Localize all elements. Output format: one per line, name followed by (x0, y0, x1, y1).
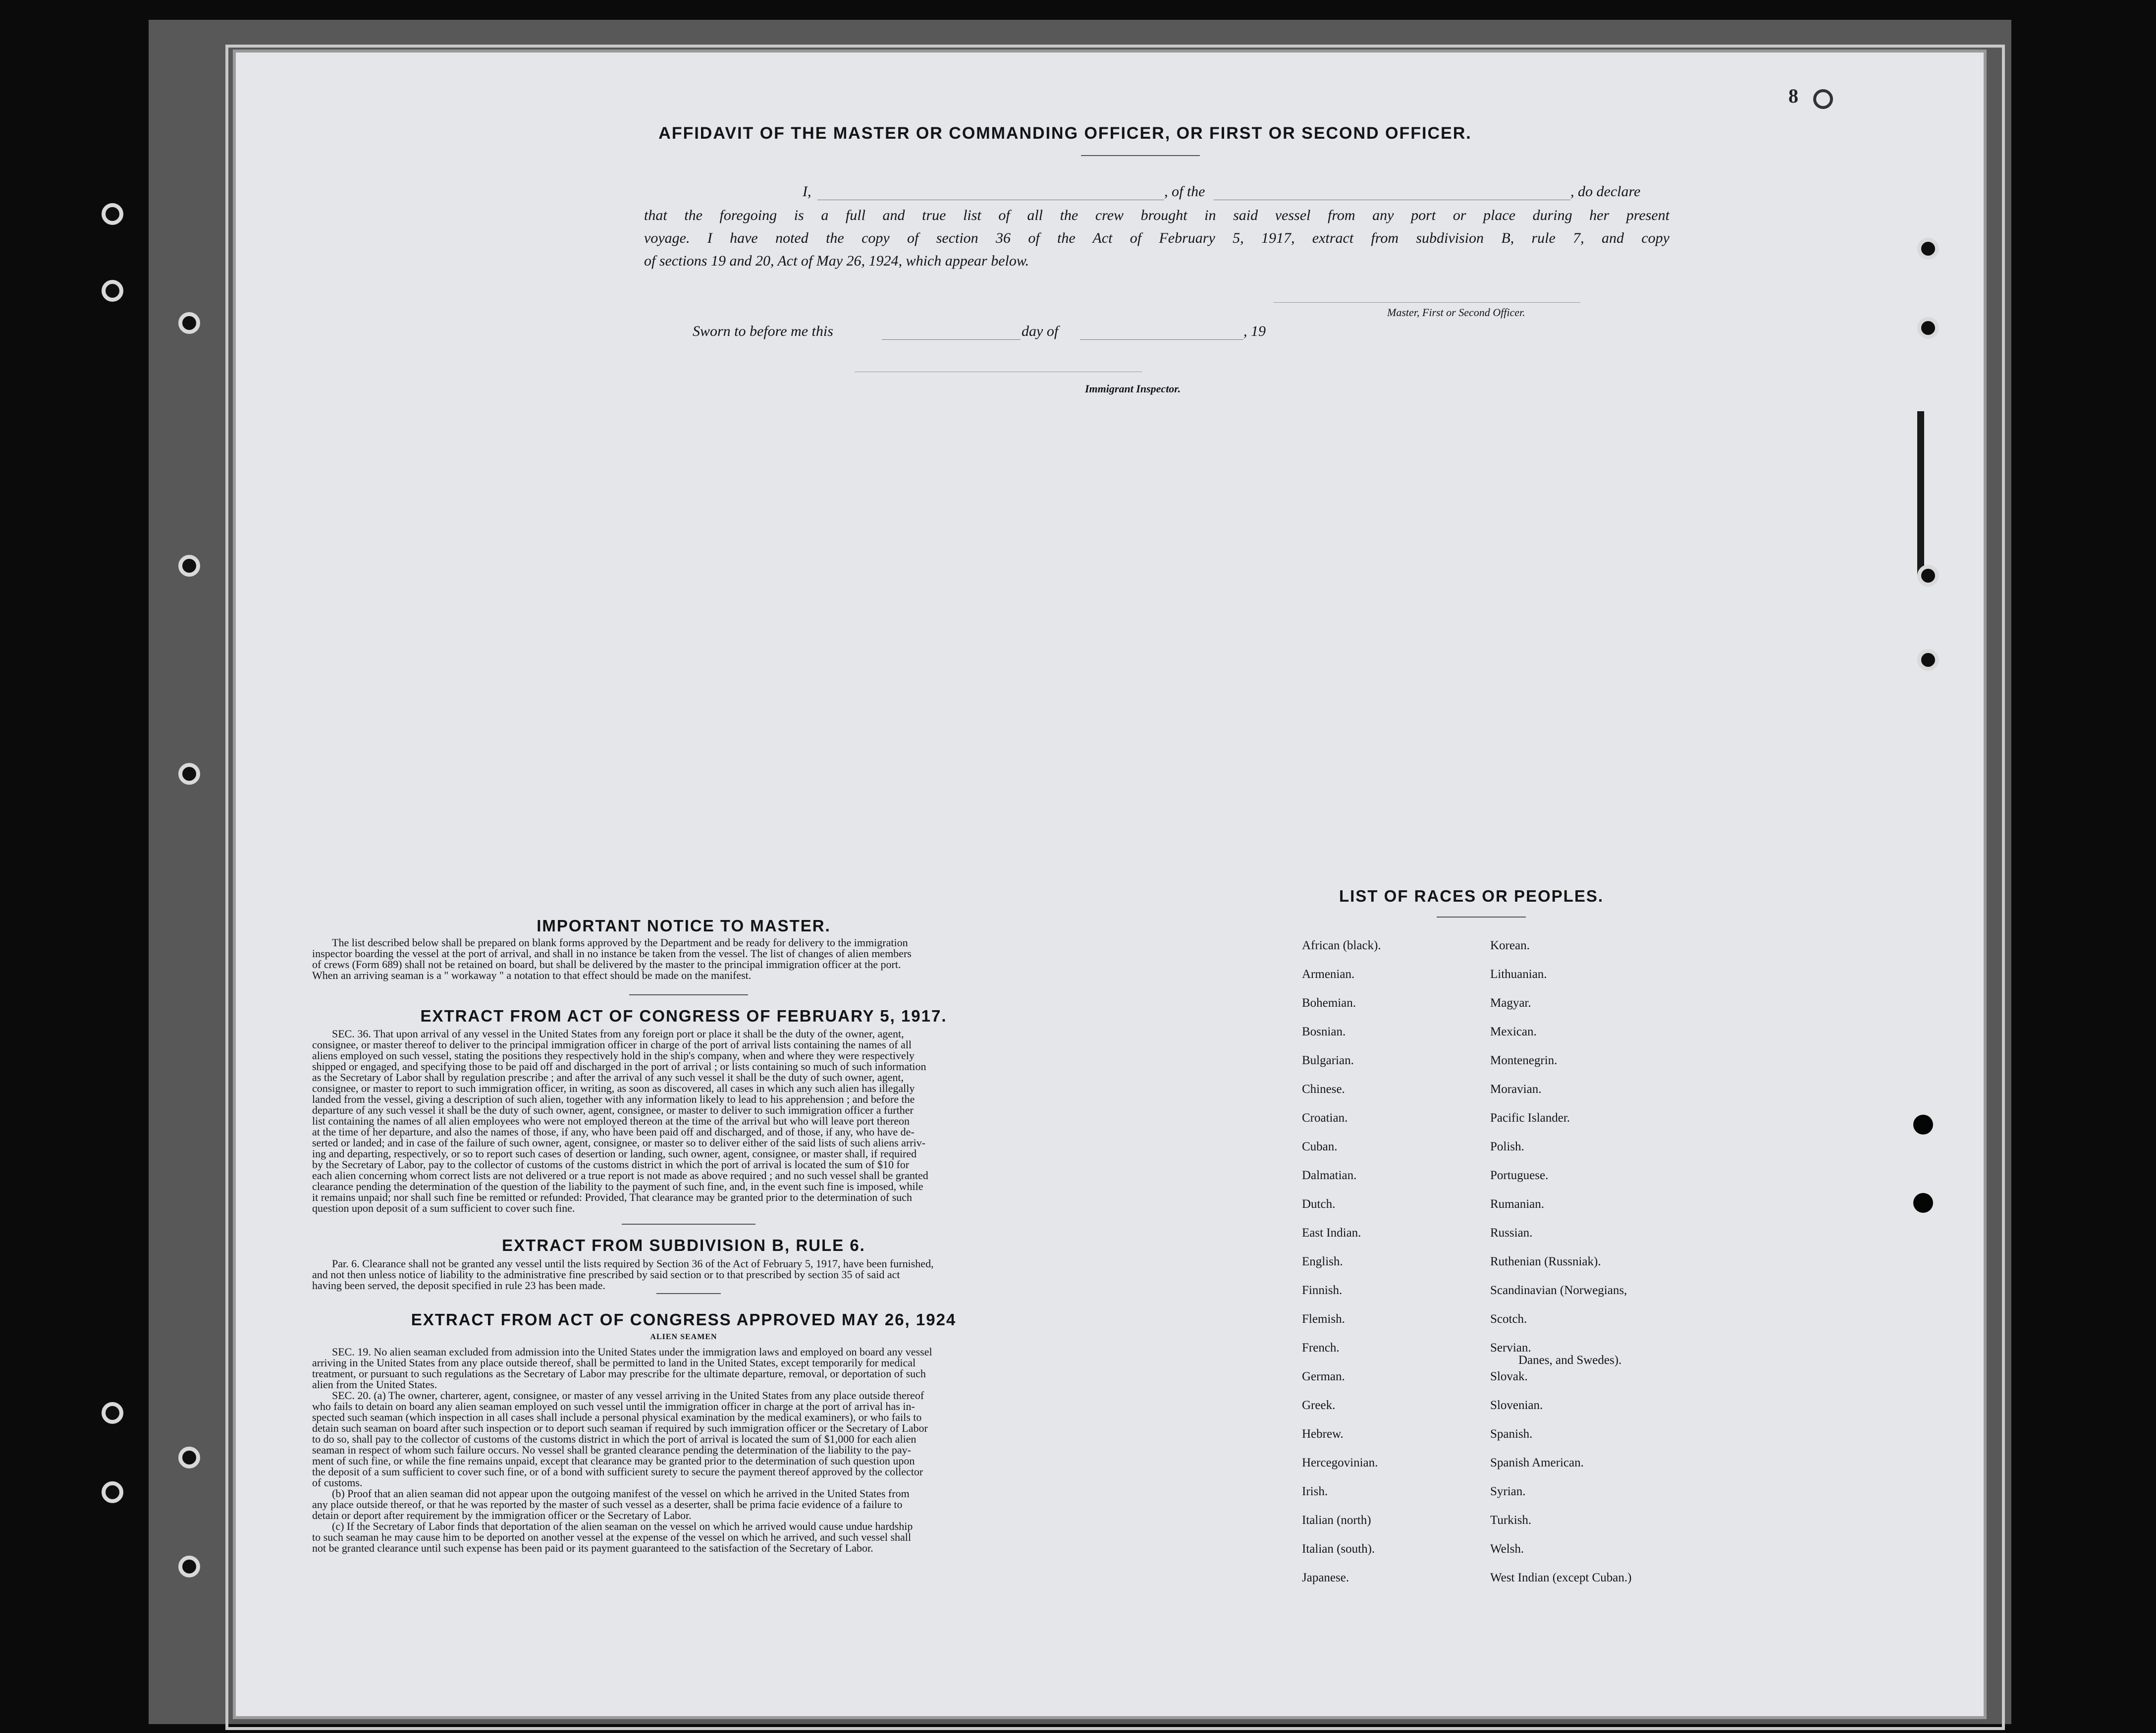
extract-1917-line: list containing the names of all alien employees who were not employed thereon at the time of the arrival but who will leave port thereon (312, 1115, 910, 1127)
race-item: Servian. (1490, 1341, 1531, 1354)
race-item: Ruthenian (Russniak). (1490, 1255, 1601, 1268)
race-item: Syrian. (1490, 1485, 1526, 1498)
race-item: Turkish. (1490, 1514, 1532, 1527)
extract-1924-line: seaman in respect of whom such failure occurs. No vessel shall be granted clearance pending the determination of the liability to the pay- (312, 1444, 911, 1456)
extract-1924-line: the deposit of a sum sufficient to cover such fine, or of a bond with sufficient surety to secure the payment thereof approved by the collector (312, 1465, 923, 1478)
subdivision-title: EXTRACT FROM SUBDIVISION B, RULE 6. (502, 1236, 865, 1254)
extract-1917-line: by the Secretary of Labor, pay to the collector of customs of the customs district in which the port of arrival is located the sum of $10 for (312, 1158, 910, 1171)
affidavit-title: AFFIDAVIT OF THE MASTER OR COMMANDING OFFICER, OR FIRST OR SECOND OFFICER. (658, 124, 1472, 143)
extract-1917-line: it remains unpaid; nor shall such fine be remitted or refunded: Provided, That clearance may be granted prior to the determination of such (312, 1191, 913, 1203)
race-item: Bosnian. (1302, 1025, 1346, 1038)
extract-1924-line: detain such seaman on board after such inspection or to deport such seaman if required by such immigration officer or the Secretary of Labor (312, 1422, 928, 1434)
race-item: Dalmatian. (1302, 1169, 1357, 1182)
extract-1924-line: treatment, or pursuant to such regulations as the Secretary of Labor may prescribe for the ultimate departure, removal, or deportation of such (312, 1367, 926, 1380)
race-item: Bohemian. (1302, 996, 1356, 1010)
extract-1924-line: SEC. 19. No alien seaman excluded from admission into the United States under the immigration laws and employed on board any vessel (332, 1346, 932, 1358)
title-underline (1081, 155, 1200, 156)
binder-hole (1917, 317, 1939, 339)
inspector-label: Immigrant Inspector. (1085, 382, 1181, 395)
extract-1917-title: EXTRACT FROM ACT OF CONGRESS OF FEBRUARY 5, 1917. (420, 1007, 947, 1025)
day-blank-line[interactable] (882, 339, 1021, 340)
extract-1924-line: (c) If the Secretary of Labor finds that deportation of the alien seaman on the vessel on which he arrived would cause undue hardship (332, 1520, 913, 1532)
race-item: Hebrew. (1302, 1427, 1344, 1441)
reinforcement-ring (1813, 89, 1833, 109)
binder-hole (1917, 649, 1939, 671)
race-item: English. (1302, 1255, 1343, 1268)
extract-1924-title: EXTRACT FROM ACT OF CONGRESS APPROVED MAY 26, 1924 (411, 1310, 957, 1329)
year-label: , 19 (1243, 323, 1266, 339)
race-item: French. (1302, 1341, 1340, 1354)
race-item: Spanish. (1490, 1427, 1533, 1441)
race-item: Portuguese. (1490, 1169, 1549, 1182)
race-item: Slovak. (1490, 1370, 1528, 1383)
extract-1924-line: arriving in the United States from any place outside thereof, shall be permitted to land in the United States, except temporarily for medical (312, 1356, 916, 1369)
race-item: Russian. (1490, 1226, 1533, 1240)
extract-1917-line: ing and departing, respectively, or so to report such cases of desertion or landing, such owner, agent, consignee, or master shall, if required (312, 1147, 917, 1160)
affidavit-do-declare-label: , do declare (1570, 183, 1641, 200)
race-item: African (black). (1302, 939, 1381, 952)
extract-1917-line: each alien concerning whom correct lists are not delivered or a true report is not made as above required ; and no such vessel shall be granted (312, 1169, 928, 1182)
binder-hole (178, 555, 200, 577)
race-item: Scandinavian (Norwegians, (1490, 1284, 1627, 1297)
subdivision-line: and not then unless notice of liability to the administrative fine prescribed by said section or to that prescribed by section 35 of said act (312, 1268, 900, 1281)
race-item: Greek. (1302, 1399, 1336, 1412)
race-item: Chinese. (1302, 1083, 1345, 1096)
affidavit-line-1: that the foregoing is a full and true list of all the crew brought in said vessel from any port or place during her present (644, 207, 1670, 223)
extract-1924-line: detain or deport after requirement by the immigration officer or the Secretary of Labor. (312, 1509, 692, 1521)
page-tab (1917, 411, 1924, 575)
extract-1924-line: alien from the United States. (312, 1378, 437, 1391)
binder-hole (1917, 565, 1939, 587)
binder-hole (178, 1447, 200, 1468)
race-item: Lithuanian. (1490, 968, 1547, 981)
extract-1924-line: (b) Proof that an alien seaman did not appear upon the outgoing manifest of the vessel on which he arrived in the United States from (332, 1487, 910, 1500)
sworn-label: Sworn to before me this (693, 323, 833, 339)
binder-hole (102, 1402, 123, 1424)
binder-hole (178, 763, 200, 785)
section-divider (629, 994, 748, 995)
subdivision-body (312, 1258, 1055, 1291)
document-page (233, 50, 1987, 1719)
race-item: Irish. (1302, 1485, 1328, 1498)
extract-1924-line: any place outside thereof, or that he was reported by the master of such vessel as a deserter, shall be prima facie evidence of a failure to (312, 1498, 903, 1511)
race-item: Danes, and Swedes). (1518, 1354, 1622, 1367)
extract-1917-line: landed from the vessel, giving a description of such alien, together with any information likely to lead to his apprehension ; and before the (312, 1093, 915, 1105)
extract-1917-line: at the time of her departure, and also the names of those, if any, who have been paid off and discharged, and of those, if any, who have de- (312, 1126, 915, 1138)
race-item: Finnish. (1302, 1284, 1343, 1297)
subdivision-line: Par. 6. Clearance shall not be granted any vessel until the lists required by Section 36 of the Act of February 5, 1917, have been furnished, (332, 1257, 934, 1270)
master-signature-line[interactable] (1273, 302, 1580, 303)
race-item: Slovenian. (1490, 1399, 1543, 1412)
extract-1917-line: as the Secretary of Labor shall by regulation prescribe ; and after the arrival of any such vessel it shall be the duty of such owner, agent, (312, 1071, 904, 1083)
day-of-label: day of (1022, 323, 1059, 339)
extract-1917-line: serted or landed; and in case of the failure of such owner, agent, consignee, or master so to deliver either of the said lists of such aliens arriv- (312, 1137, 926, 1149)
affidavit-of-the-label: , of the (1164, 183, 1205, 200)
binder-hole (1917, 238, 1939, 260)
binder-hole (1913, 1193, 1933, 1213)
extract-1924-line: SEC. 20. (a) The owner, charterer, agent, consignee, or master of any vessel arriving in the United States from any place outside thereof (332, 1389, 924, 1402)
race-item: Welsh. (1490, 1542, 1524, 1556)
affidavit-i-label: I, (803, 183, 811, 200)
notice-line: of crews (Form 689) shall not be retained on board, but shall be delivered by the master to the principal immigration officer at the port. (312, 958, 901, 971)
master-signature-label: Master, First or Second Officer. (1387, 306, 1525, 319)
extract-1917-line: consignee, or master thereof to deliver to the principal immigration officer in charge of the port of arrival lists containing the names of all (312, 1038, 912, 1051)
binder-hole (1913, 1115, 1933, 1135)
extract-1924-line: to do so, shall pay to the collector of customs of the customs district in which the port of arrival is located the sum of $1,000 for each alien (312, 1433, 916, 1445)
extract-1917-line: consignee, or master to report to such immigration officer, in writing, as soon as discovered, all cases in which any such alien has illegally (312, 1082, 915, 1094)
extract-1917-line: question upon deposit of a sum sufficient to cover such fine. (312, 1202, 575, 1214)
race-item: Spanish American. (1490, 1456, 1584, 1469)
race-item: Flemish. (1302, 1312, 1345, 1326)
race-item: Bulgarian. (1302, 1054, 1354, 1067)
section-divider (656, 1293, 721, 1294)
race-item: German. (1302, 1370, 1345, 1383)
binder-hole (178, 312, 200, 334)
extract-1924-line: spected such seaman (which inspection in all cases shall include a personal physical examination by the medical examiners), or who fails to (312, 1411, 922, 1423)
notice-body (312, 937, 1055, 981)
extract-1924-line: of customs. (312, 1476, 363, 1489)
race-item: Rumanian. (1490, 1197, 1545, 1211)
binder-hole (102, 203, 123, 225)
race-item: Pacific Islander. (1490, 1111, 1570, 1125)
page-marker: 8 (1788, 85, 1798, 107)
extract-1917-body (312, 1029, 1055, 1214)
race-item: Polish. (1490, 1140, 1524, 1153)
extract-1924-line: not be granted clearance until such expense has been paid or its payment guaranteed to the satisfaction of the Secretary of Labor. (312, 1542, 873, 1554)
extract-1917-line: aliens employed on such vessel, stating the positions they respectively hold in the ship's company, when and where they were respectively (312, 1049, 915, 1062)
race-item: Dutch. (1302, 1197, 1336, 1211)
binder-hole (102, 280, 123, 302)
extract-1917-line: clearance pending the determination of the question of the liability to the payment of such fine, and, in the event such fine is imposed, while (312, 1180, 923, 1192)
race-item: Japanese. (1302, 1571, 1349, 1584)
race-item: Mexican. (1490, 1025, 1537, 1038)
extract-1917-line: departure of any such vessel it shall be the duty of such owner, agent, consignee, or master to deliver to such immigration officer a further (312, 1104, 914, 1116)
binder-hole (102, 1481, 123, 1503)
affidavit-line-3: of sections 19 and 20, Act of May 26, 1924, which appear below. (644, 253, 1029, 269)
section-divider (622, 1224, 755, 1225)
extract-1924-line: to such seaman he may cause him to be deported on another vessel at the expense of the vessel on which he arrived, and such vessel shall (312, 1531, 912, 1543)
extract-1924-line: who fails to detain on board any alien seaman employed on such vessel until the immigration officer in charge at the port of arrival has in- (312, 1400, 915, 1412)
race-item: Montenegrin. (1490, 1054, 1558, 1067)
race-item: Hercegovinian. (1302, 1456, 1378, 1469)
race-item: Italian (north) (1302, 1514, 1371, 1527)
race-item: Korean. (1490, 939, 1530, 952)
affidavit-line-2: voyage. I have noted the copy of section 36 of the Act of February 5, 1917, extract from subdivision B, rule 7, and copy (644, 230, 1670, 246)
race-item: Cuban. (1302, 1140, 1338, 1153)
notice-line: inspector boarding the vessel at the port of arrival, and shall in no instance be taken from the vessel. The list of changes of alien members (312, 947, 912, 960)
extract-1917-line: SEC. 36. That upon arrival of any vessel in the United States from any foreign port or place it shall be the duty of the owner, agent, (332, 1028, 904, 1040)
race-item: East Indian. (1302, 1226, 1361, 1240)
notice-line: When an arriving seaman is a " workaway " a notation to that effect should be made on the manifest. (312, 969, 752, 981)
race-item: Armenian. (1302, 968, 1355, 981)
race-item: Magyar. (1490, 996, 1531, 1010)
race-item: Croatian. (1302, 1111, 1348, 1125)
notice-title: IMPORTANT NOTICE TO MASTER. (537, 917, 831, 935)
race-item: West Indian (except Cuban.) (1490, 1571, 1632, 1584)
subdivision-line: having been served, the deposit specified in rule 23 has been made. (312, 1279, 605, 1292)
notice-line: The list described below shall be prepared on blank forms approved by the Department and be ready for delivery to the immigration (332, 936, 908, 949)
races-title-underline (1437, 917, 1526, 918)
extract-1924-subtitle: ALIEN SEAMEN (650, 1333, 717, 1341)
race-item: Moravian. (1490, 1083, 1542, 1096)
month-blank-line[interactable] (1080, 339, 1243, 340)
extract-1917-line: shipped or engaged, and specifying those to be paid off and discharged in the port of arrival ; or lists containing so much of such information (312, 1060, 926, 1073)
race-item: Italian (south). (1302, 1542, 1375, 1556)
races-title: LIST OF RACES OR PEOPLES. (1339, 887, 1604, 905)
extract-1924-body (312, 1347, 1055, 1554)
race-item: Scotch. (1490, 1312, 1527, 1326)
extract-1924-line: ment of such fine, or while the fine remains unpaid, except that clearance may be granted prior to the determination of such question upon (312, 1455, 915, 1467)
binder-hole (178, 1556, 200, 1577)
